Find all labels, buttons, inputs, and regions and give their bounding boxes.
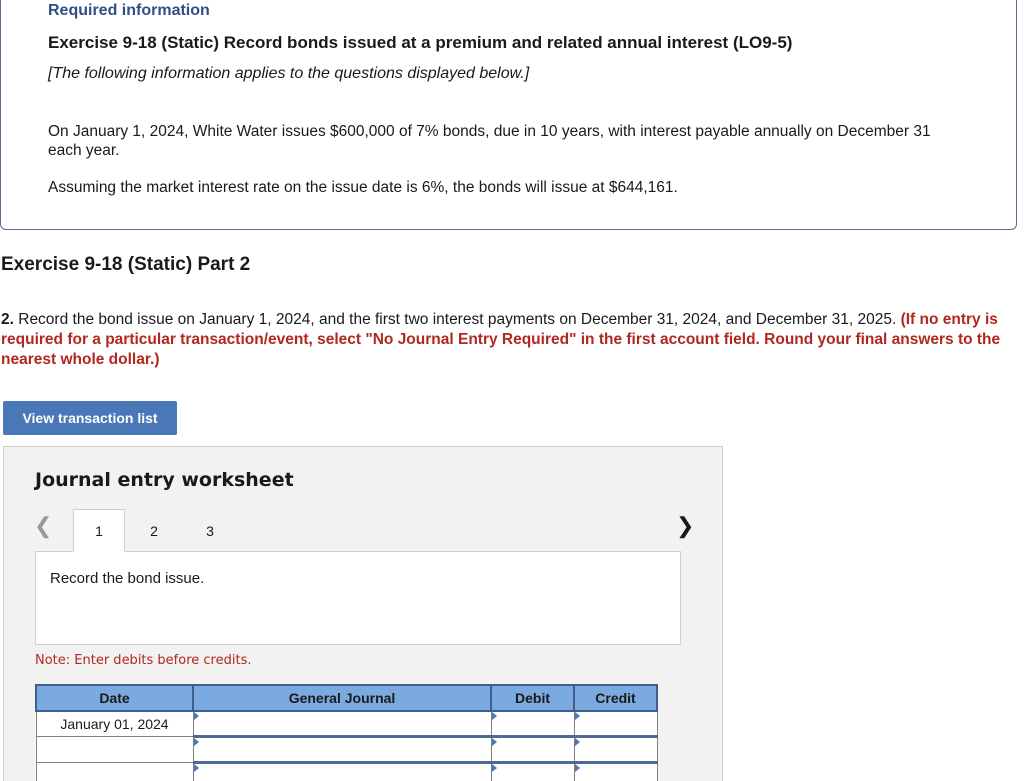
credit-field[interactable] xyxy=(574,711,657,737)
debit-column-header: Debit xyxy=(491,685,574,711)
table-row xyxy=(36,763,657,781)
account-field[interactable] xyxy=(193,737,491,763)
credit-field[interactable] xyxy=(574,737,657,763)
required-information-label: Required information xyxy=(48,2,210,19)
worksheet-title: Journal entry worksheet xyxy=(35,469,294,491)
debits-credits-note: Note: Enter debits before credits. xyxy=(35,653,252,668)
chevron-right-icon[interactable]: ❯ xyxy=(676,513,695,538)
journal-table-header xyxy=(36,685,657,711)
account-field[interactable] xyxy=(193,711,491,737)
debit-field[interactable] xyxy=(491,711,574,737)
tab-3[interactable]: 3 xyxy=(206,522,214,539)
question-number: 2. xyxy=(1,311,14,328)
credit-field[interactable] xyxy=(574,763,657,781)
transaction-description-box xyxy=(35,552,681,645)
view-transaction-list-button[interactable]: View transaction list xyxy=(3,401,177,435)
question-text xyxy=(1,310,1011,370)
chevron-left-icon[interactable]: ❮ xyxy=(34,513,53,538)
journal-entry-worksheet xyxy=(3,446,723,781)
scenario-paragraph: On January 1, 2024, White Water issues $600,000 of 7% bonds, due in 10 years, with interest payable annually on December 31 each year. xyxy=(48,123,931,159)
debit-field[interactable] xyxy=(491,737,574,763)
credit-column-header: Credit xyxy=(574,685,657,711)
question-body: Record the bond issue on January 1, 2024, and the first two interest payments on December 31, 2024, and December 31, 2025. xyxy=(13,311,901,328)
tab-1[interactable]: 1 xyxy=(73,509,125,552)
info-note: [The following information applies to the questions displayed below.] xyxy=(48,65,530,82)
journal-table xyxy=(35,684,658,781)
date-cell xyxy=(36,763,193,781)
date-column-header: Date xyxy=(36,685,193,711)
assumption-paragraph: Assuming the market interest rate on the issue date is 6%, the bonds will issue at $644,161. xyxy=(48,179,678,196)
account-field[interactable] xyxy=(193,763,491,781)
debit-field[interactable] xyxy=(491,763,574,781)
required-information-panel xyxy=(0,0,1017,230)
question-instruction: (If no entry is required for a particular transaction/event, select "No Journal Entry Required" in the first account field. Round your final answers to the nearest whole dollar.) xyxy=(1,311,1001,368)
date-cell: January 01, 2024 xyxy=(36,711,193,737)
date-cell xyxy=(36,737,193,763)
tab-2[interactable]: 2 xyxy=(150,522,158,539)
transaction-description: Record the bond issue. xyxy=(50,570,205,587)
part-title: Exercise 9-18 (Static) Part 2 xyxy=(1,254,251,275)
exercise-title: Exercise 9-18 (Static) Record bonds issued at a premium and related annual interest (LO9-5) xyxy=(48,33,793,52)
table-row xyxy=(36,711,657,737)
general-journal-column-header: General Journal xyxy=(193,685,491,711)
table-row xyxy=(36,737,657,763)
